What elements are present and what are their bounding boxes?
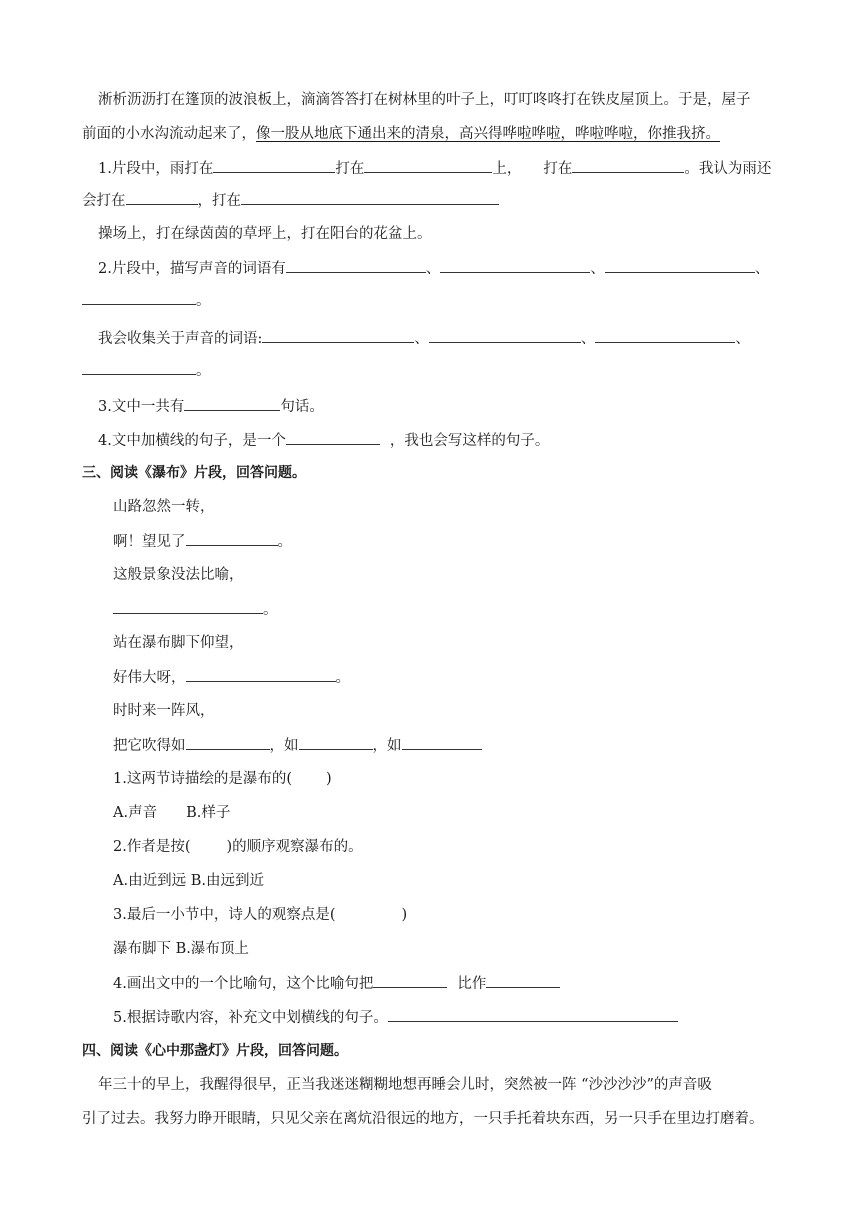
answer-blank[interactable] [605, 258, 755, 273]
paragraph-text: 引了过去。我努力睁开眼睛，只见父亲在离炕沿很远的地方，一只手托着块东西，另一只手在里边打磨着。 [82, 1111, 764, 1127]
heading-text: 三、阅读《瀑布》片段，回答问题。 [82, 465, 306, 481]
answer-blank[interactable] [299, 735, 373, 750]
answer-blank[interactable] [82, 290, 196, 305]
q4-text: ，我也会写这样的句子。 [389, 433, 550, 449]
answer-blank[interactable] [373, 973, 447, 988]
s3-question-2 [113, 837, 363, 857]
poem-text: 好伟大呀， [113, 670, 186, 686]
answer-blank[interactable] [126, 190, 198, 205]
question-2-cont [82, 290, 211, 311]
q1-text: 1.片段中，雨打在 [98, 161, 214, 177]
poem-text: 山路忽然一转， [113, 499, 215, 515]
question-text: 1.这两节诗描绘的是瀑布的( [113, 771, 292, 787]
paren-close: ) [401, 907, 408, 923]
answer-blank[interactable] [186, 667, 336, 682]
s3-question-2-options [113, 871, 264, 891]
section-3-heading [82, 463, 306, 483]
answer-blank[interactable] [429, 328, 581, 343]
separator: 、 [590, 261, 605, 277]
answer-blank[interactable] [241, 190, 499, 205]
poem-text: 啊！望见了 [113, 534, 186, 550]
question-text: 比作 [457, 976, 487, 992]
s3-question-5 [113, 1007, 678, 1028]
q1-text: 打在 [335, 161, 365, 177]
s3-question-3-options [113, 939, 249, 959]
passage-line-1 [98, 90, 751, 110]
answer-blank[interactable] [440, 258, 590, 273]
answer-blank[interactable] [113, 599, 263, 614]
period: 。 [196, 293, 211, 309]
question-text: 3.最后一小节中，诗人的观察点是( [113, 907, 336, 923]
section-4-heading [82, 1041, 348, 1061]
s3-question-1-options [113, 803, 230, 823]
q1-text: 操场上，打在绿茵茵的草坪上，打在阳台的花盆上。 [98, 226, 432, 242]
answer-blank[interactable] [388, 1007, 678, 1022]
q1-text: ，打在 [197, 193, 241, 209]
options-text: A.由近到远 B.由远到近 [113, 873, 264, 889]
s4-paragraph-line-2 [82, 1109, 764, 1129]
answer-blank[interactable] [402, 735, 482, 750]
answer-blank[interactable] [186, 531, 278, 546]
q1-text: 打在 [543, 161, 573, 177]
poem-line [113, 667, 350, 688]
period: 。 [277, 534, 292, 550]
poem-text: 站在瀑布脚下仰望， [113, 635, 244, 651]
period: 。 [335, 670, 350, 686]
s3-question-4 [113, 973, 560, 994]
period: 。 [196, 363, 211, 379]
s3-question-3 [113, 905, 407, 925]
q1-text: 。我认为雨还 [684, 161, 772, 177]
answer-blank[interactable] [486, 973, 560, 988]
underlined-sentence: 像一股从地底下通出来的清泉，高兴得哗啦哗啦，哗啦哗啦，你推我挤。 [256, 126, 720, 142]
question-4 [98, 430, 549, 451]
question-1-example [98, 224, 432, 244]
question-text: 4.画出文中的一个比喻句，这个比喻句把 [113, 976, 374, 992]
options-text: A.声音 B.样子 [113, 805, 231, 821]
q3-text: 句话。 [280, 399, 324, 415]
question-text: 2.作者是按( [113, 839, 191, 855]
poem-text: 时时来一阵风， [113, 703, 215, 719]
q1-text: 会打在 [82, 193, 126, 209]
q3-text: 3.文中一共有 [98, 399, 185, 415]
poem-line [113, 633, 244, 653]
answer-blank[interactable] [286, 258, 426, 273]
question-text: 5.根据诗歌内容，补充文中划横线的句子。 [113, 1010, 388, 1026]
passage-line-2 [82, 124, 720, 144]
answer-blank[interactable] [82, 360, 196, 375]
s4-paragraph-line-1 [98, 1075, 712, 1095]
q4-text: 4.文中加横线的句子，是一个 [98, 433, 286, 449]
s3-question-1 [113, 769, 332, 789]
answer-blank[interactable] [286, 430, 380, 445]
q2-text: 2.片段中，描写声音的词语有 [98, 261, 286, 277]
poem-text: ，如 [269, 738, 299, 754]
answer-blank[interactable] [262, 328, 414, 343]
answer-blank[interactable] [186, 735, 270, 750]
poem-line [113, 599, 278, 620]
question-text: )的顺序观察瀑布的。 [226, 839, 363, 855]
question-2-collect [98, 328, 750, 349]
poem-text: ，如 [372, 738, 402, 754]
q2-text: 我会收集关于声音的词语: [98, 331, 263, 347]
poem-line [113, 531, 292, 552]
answer-blank[interactable] [213, 158, 335, 173]
poem-line [113, 701, 215, 721]
separator: 、 [735, 331, 750, 347]
separator: 、 [414, 331, 429, 347]
poem-line [113, 565, 244, 585]
period: 。 [263, 602, 278, 618]
separator: 、 [580, 331, 596, 347]
answer-blank[interactable] [184, 396, 280, 411]
passage-text: 前面的小水沟流动起来了， [82, 126, 256, 142]
heading-text: 四、阅读《心中那盏灯》片段，回答问题。 [82, 1043, 348, 1059]
q1-text: 上， [492, 161, 522, 177]
answer-blank[interactable] [364, 158, 492, 173]
question-1-cont [82, 190, 499, 211]
poem-line [113, 735, 482, 756]
passage-text: 淅析沥沥打在篷顶的波浪板上，滴滴答答打在树林里的叶子上，叮叮咚咚打在铁皮屋顶上。于是，屋子 [98, 92, 751, 108]
answer-blank[interactable] [595, 328, 735, 343]
question-2 [98, 258, 769, 279]
question-2-collect-cont [82, 360, 211, 381]
question-3 [98, 396, 324, 417]
answer-blank[interactable] [572, 158, 684, 173]
question-1 [98, 158, 771, 179]
poem-text: 这般景象没法比喻， [113, 567, 244, 583]
poem-text: 把它吹得如 [113, 738, 186, 754]
separator: 、 [425, 261, 441, 277]
separator: 、 [754, 261, 770, 277]
paragraph-text: 年三十的早上，我醒得很早，正当我迷迷糊糊地想再睡会儿时，突然被一阵 “沙沙沙沙”的声音吸 [98, 1077, 712, 1093]
options-text: 瀑布脚下 B.瀑布顶上 [113, 941, 249, 957]
paren-close: ) [326, 771, 332, 787]
poem-line [113, 497, 215, 517]
